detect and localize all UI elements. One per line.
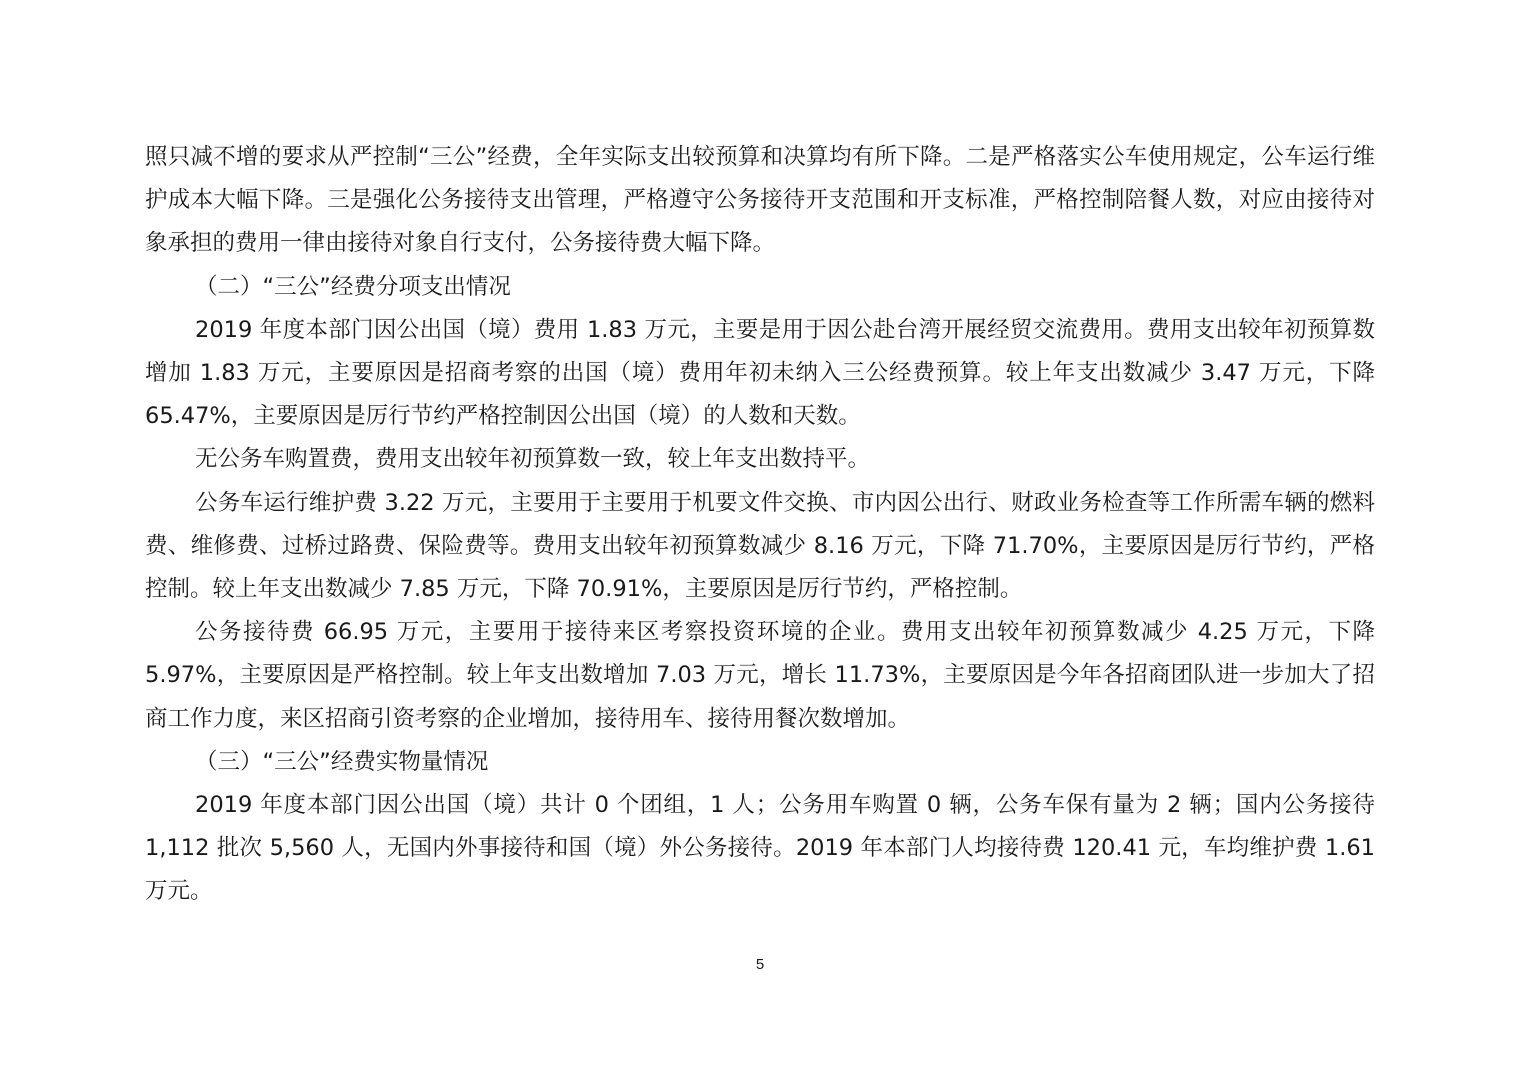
paragraph-vehicle-maintenance: 公务车运行维护费 3.22 万元，主要用于主要用于机要文件交换、市内因公出行、财政业务检查等工作所需车辆的燃料费、维修费、过桥过路费、保险费等。费用支出较年初预算数减少 8.16 万元，下降 71.70%，主要原因是厉行节约，严格控制。较上年支出数减少 7.85 万元，下降 70.91%，主要原因是厉行节约，严格控制。: [145, 489, 1375, 603]
section-heading-itemized-expenses: （二）“三公”经费分项支出情况: [195, 273, 511, 300]
paragraph-official-reception: 公务接待费 66.95 万元，主要用于接待来区考察投资环境的企业。费用支出较年初预算数减少 4.25 万元，下降 5.97%，主要原因是严格控制。较上年支出数增加 7.03 万元，增长 11.73%，主要原因是今年各招商团队进一步加大了招商工作力度，来区招商引资考察的企业增加，接待用车、接待用餐次数增加。: [145, 619, 1375, 732]
paragraph-continuation: 照只减不增的要求从严控制“三公”经费，全年实际支出较预算和决算均有所下降。二是严格落实公车使用规定，公车运行维护成本大幅下降。三是强化公务接待支出管理，严格遵守公务接待开支范围和开支标准，严格控制陪餐人数，对应由接待对象承担的费用一律由接待对象自行支付，公务接待费大幅下降。: [145, 144, 1375, 257]
paragraph-overseas-travel: 2019 年度本部门因公出国（境）费用 1.83 万元，主要是用于因公赴台湾开展经贸交流费用。费用支出较年初预算数增加 1.83 万元，主要原因是招商考察的出国（境）费用年初未纳入三公经费预算。较上年支出数减少 3.47 万元，下降 65.47%，主要原因是厉行节约严格控制因公出国（境）的人数和天数。: [145, 316, 1375, 430]
document-body: [145, 136, 1375, 914]
paragraph-vehicle-purchase: 无公务车购置费，费用支出较年初预算数一致，较上年支出数持平。: [195, 446, 871, 473]
section-heading-physical-quantities: （三）“三公”经费实物量情况: [195, 748, 489, 775]
paragraph-physical-quantities: 2019 年度本部门因公出国（境）共计 0 个团组，1 人；公务用车购置 0 辆，公务车保有量为 2 辆；国内公务接待 1,112 批次 5,560 人，无国内外事接待和国（境）外公务接待。2019 年本部门人均接待费 120.41 元，车均维护费 1.61 万元。: [145, 792, 1375, 905]
page-number: 5: [755, 956, 765, 973]
